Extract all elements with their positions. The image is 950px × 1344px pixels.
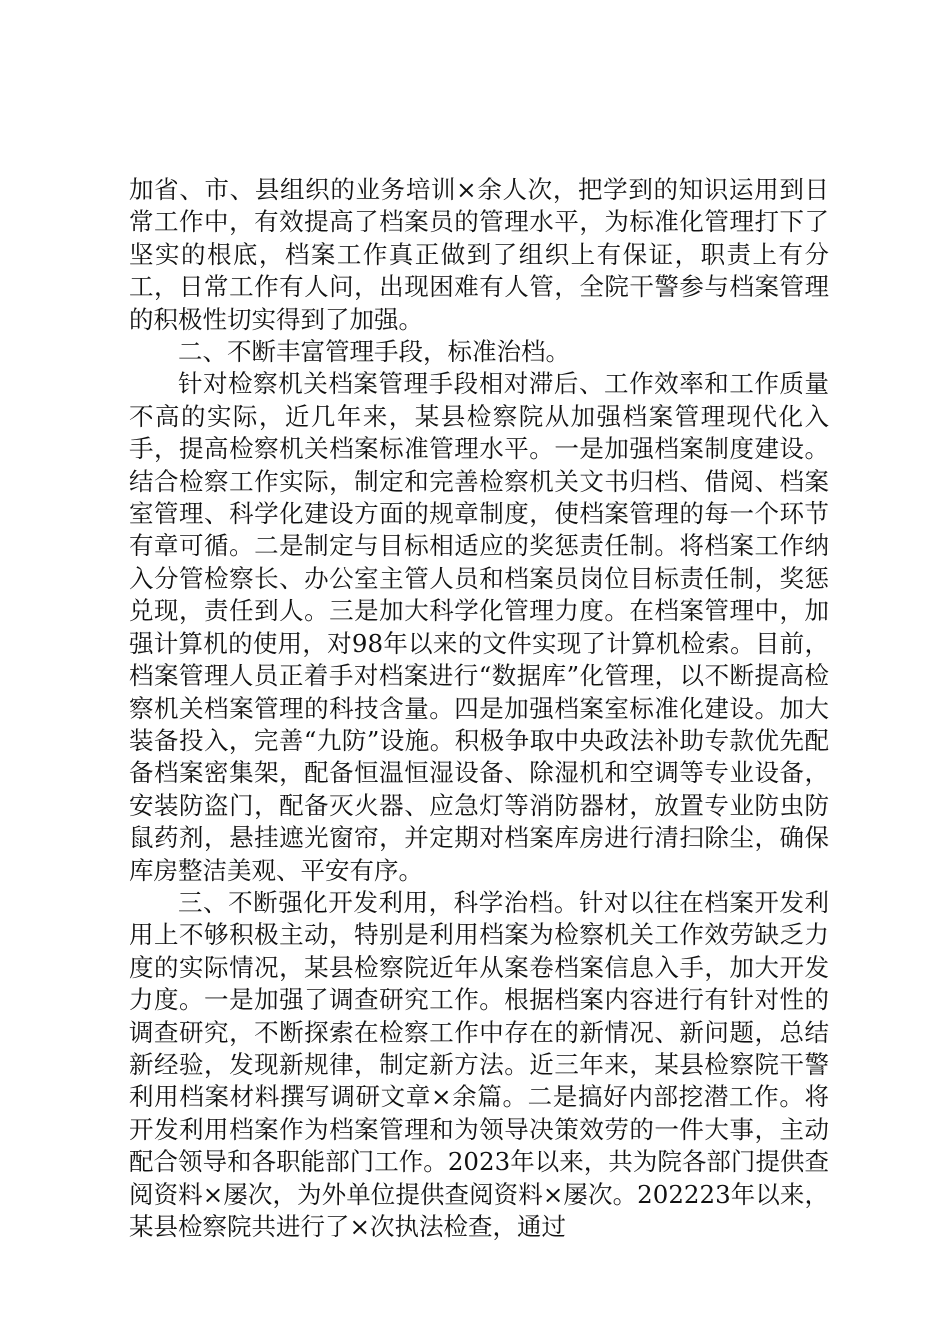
paragraph-section-3: 三、不断强化开发利用，科学治档。针对以往在档案开发利用上不够积极主动，特别是利用档案为检察机关工作效劳缺乏力度的实际情况，某县检察院近年从案卷档案信息入手，加大开发力度。一是加强了调查研究工作。根据档案内容进行有针对性的调查研究，不断探索在检察工作中存在的新情况、新问题，总结新经验，发现新规律，制定新方法。近三年来，某县检察院干警利用档案材料撰写调研文章×余篇。二是搞好内部挖潜工作。将开发利用档案作为档案管理和为领导决策效劳的一件大事，主动配合领导和各职能部门工作。2023年以来，共为院各部门提供查阅资料×屡次，为外单位提供查阅资料×屡次。202223年以来，某县检察院共进行了×次执法检查，通过 — [129, 887, 829, 1241]
paragraph-training-summary: 加省、市、县组织的业务培训×余人次，把学到的知识运用到日常工作中，有效提高了档案员的管理水平，为标准化管理打下了坚实的根底，档案工作真正做到了组织上有保证，职责上有分工，日常工作有人问，出现困难有人管，全院干警参与档案管理的积极性切实得到了加强。 — [129, 175, 829, 334]
document-body — [129, 174, 829, 1243]
section-heading-2: 二、不断丰富管理手段，标准治档。 — [178, 337, 570, 367]
paragraph-management-measures: 针对检察机关档案管理手段相对滞后、工作效率和工作质量不高的实际，近几年来，某县检察院从加强档案管理现代化入手，提高检察机关档案标准管理水平。一是加强档案制度建设。结合检察工作实际，制定和完善检察机关文书归档、借阅、档案室管理、科学化建设方面的规章制度，使档案管理的每一个环节有章可循。二是制定与目标相适应的奖惩责任制。将档案工作纳入分管检察长、办公室主管人员和档案员岗位目标责任制，奖惩兑现，责任到人。三是加大科学化管理力度。在档案管理中，加强计算机的使用，对98年以来的文件实现了计算机检索。目前，档案管理人员正着手对档案进行“数据库”化管理，以不断提高检察机关档案管理的科技含量。四是加强档案室标准化建设。加大装备投入，完善“九防”设施。积极争取中央政法补助专款优先配备档案密集架，配备恒温恒湿设备、除湿机和空调等专业设备，安装防盗门，配备灭火器、应急灯等消防器材，放置专业防虫防鼠药剂，悬挂遮光窗帘，并定期对档案库房进行清扫除尘，确保库房整洁美观、平安有序。 — [129, 369, 829, 885]
